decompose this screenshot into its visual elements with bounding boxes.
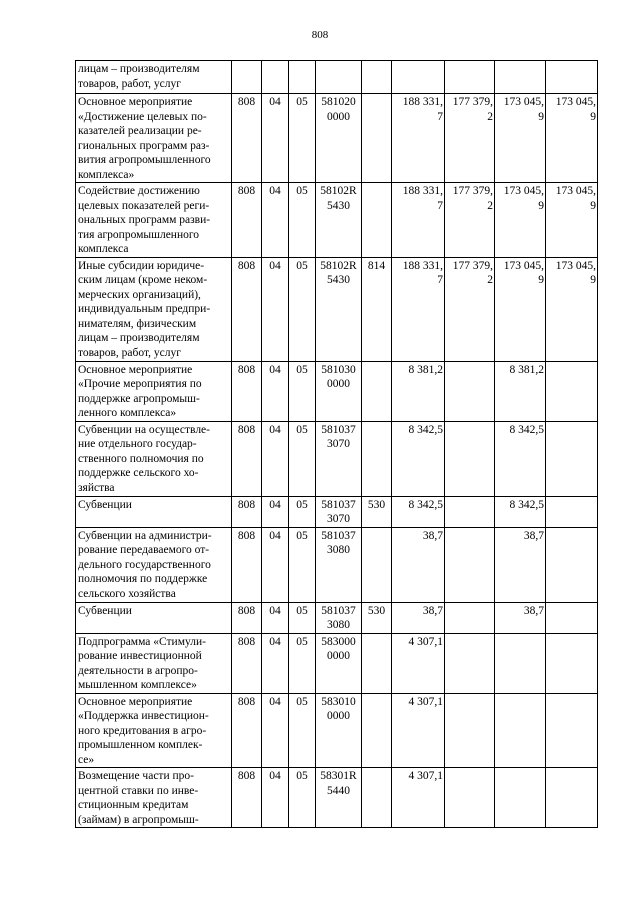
cell-ministry-text: 808	[237, 423, 256, 436]
table-row	[76, 257, 598, 361]
cell-amount-1	[392, 361, 445, 421]
cell-amount-2-text: 177 379, 2	[452, 185, 493, 212]
cell-name-text: Содействие достижению целевых показателей реги- ональных программ разви- тия агропромышленного комплекса	[78, 185, 211, 255]
cell-subsection	[289, 257, 316, 361]
cell-subsection-text: 05	[296, 604, 308, 617]
cell-name-text: Основное мероприятие «Прочие мероприятия по поддержке агропромыш- ленного комплекса»	[78, 363, 202, 419]
cell-target-article-text: 583000 0000	[321, 635, 356, 662]
cell-target-article-text: 581037 3070	[321, 423, 356, 450]
cell-amount-1-text: 38,7	[422, 529, 443, 542]
cell-amount-1	[392, 527, 445, 602]
cell-amount-1	[392, 183, 445, 258]
cell-subsection-text: 05	[296, 770, 308, 782]
cell-subsection	[289, 361, 316, 421]
cell-expense-type	[362, 496, 392, 527]
cell-name-text: Основное мероприятие «Поддержка инвестицион- ного кредитования в агро- промышленном комплек- се»	[78, 695, 209, 766]
page-number: 808	[311, 29, 329, 41]
cell-amount-1-text: 38,7	[422, 604, 443, 617]
cell-subsection	[289, 61, 316, 94]
cell-target-article-text: 581037 3080	[321, 604, 356, 631]
cell-name	[76, 768, 232, 828]
cell-expense-type	[362, 527, 392, 602]
cell-amount-3	[495, 527, 546, 602]
cell-section-text: 04	[269, 96, 281, 108]
cell-expense-type	[362, 94, 392, 183]
table-row	[76, 183, 598, 258]
table-row	[76, 61, 598, 94]
cell-section	[262, 94, 289, 183]
cell-ministry-text: 808	[237, 604, 256, 617]
cell-amount-4	[546, 633, 598, 693]
cell-amount-3-text: 173 045, 9	[503, 96, 544, 123]
cell-amount-2	[445, 693, 495, 768]
cell-section	[262, 633, 289, 693]
cell-amount-4	[546, 602, 598, 633]
cell-subsection-text: 05	[296, 695, 308, 708]
cell-target-article	[316, 602, 362, 633]
cell-name	[76, 602, 232, 633]
cell-amount-2-text: 177 379, 2	[452, 96, 493, 123]
cell-name	[76, 421, 232, 496]
cell-amount-2	[445, 602, 495, 633]
cell-name-text: Иные субсидии юридиче- ским лицам (кроме неком- мерческих организаций), индивидуальным предпри- нимателям, физическим лицам – производителям товаров, работ, услуг	[78, 259, 211, 359]
cell-section	[262, 257, 289, 361]
cell-amount-4	[546, 768, 598, 828]
cell-ministry-text: 808	[237, 635, 256, 648]
cell-ministry-text: 808	[237, 770, 256, 782]
cell-section	[262, 496, 289, 527]
cell-expense-type	[362, 183, 392, 258]
cell-target-article-text: 581037 3070	[321, 498, 356, 525]
cell-expense-type	[362, 257, 392, 361]
cell-section-text: 04	[269, 185, 281, 197]
cell-name-text: Субвенции на администри- рование передаваемого от- дельного государственного полномочия по поддержке сельского хозяйства	[78, 529, 212, 600]
cell-amount-4	[546, 183, 598, 258]
cell-ministry	[232, 61, 262, 94]
cell-expense-type	[362, 361, 392, 421]
cell-expense-type	[362, 602, 392, 633]
cell-subsection	[289, 768, 316, 828]
cell-ministry-text: 808	[237, 529, 256, 542]
cell-name	[76, 527, 232, 602]
table-row	[76, 496, 598, 527]
cell-amount-3-text: 173 045, 9	[503, 185, 544, 212]
cell-subsection-text: 05	[296, 498, 308, 511]
cell-amount-1	[392, 768, 445, 828]
cell-amount-3	[495, 257, 546, 361]
cell-subsection	[289, 527, 316, 602]
cell-ministry	[232, 257, 262, 361]
cell-subsection-text: 05	[296, 259, 308, 272]
cell-amount-4	[546, 94, 598, 183]
table-row	[76, 602, 598, 633]
cell-subsection	[289, 633, 316, 693]
cell-amount-1-text: 8 381,2	[408, 363, 443, 376]
cell-subsection	[289, 94, 316, 183]
cell-section	[262, 361, 289, 421]
cell-ministry	[232, 527, 262, 602]
cell-expense-type	[362, 61, 392, 94]
cell-name-text: лицам – производителям товаров, работ, услуг	[78, 63, 200, 90]
table-row	[76, 768, 598, 828]
cell-target-article	[316, 257, 362, 361]
cell-name-text: Субвенции	[78, 604, 132, 617]
cell-amount-3-text: 173 045, 9	[503, 259, 544, 286]
cell-section	[262, 527, 289, 602]
cell-target-article	[316, 61, 362, 94]
cell-amount-1	[392, 257, 445, 361]
cell-amount-4	[546, 257, 598, 361]
cell-section-text: 04	[269, 529, 281, 542]
cell-section	[262, 602, 289, 633]
cell-amount-2	[445, 183, 495, 258]
cell-name	[76, 61, 232, 94]
cell-subsection	[289, 693, 316, 768]
cell-name-text: Основное мероприятие «Достижение целевых по- казателей реализации ре- гиональных программ раз- вития агропромышленного комплекса»	[78, 96, 211, 181]
cell-subsection-text: 05	[296, 363, 308, 376]
cell-subsection-text: 05	[296, 635, 308, 648]
cell-amount-3	[495, 693, 546, 768]
table-row	[76, 421, 598, 496]
cell-amount-2	[445, 361, 495, 421]
cell-amount-2	[445, 421, 495, 496]
cell-ministry-text: 808	[237, 363, 256, 376]
table-row	[76, 633, 598, 693]
cell-section	[262, 421, 289, 496]
cell-amount-3	[495, 496, 546, 527]
cell-amount-4	[546, 527, 598, 602]
cell-target-article	[316, 183, 362, 258]
cell-amount-2	[445, 633, 495, 693]
cell-ministry	[232, 693, 262, 768]
cell-target-article	[316, 94, 362, 183]
cell-target-article-text: 581030 0000	[321, 363, 356, 390]
cell-amount-4	[546, 361, 598, 421]
table-row	[76, 361, 598, 421]
cell-amount-4-text: 173 045, 9	[555, 259, 596, 286]
cell-amount-4	[546, 421, 598, 496]
cell-amount-4-text: 173 045, 9	[555, 96, 596, 123]
table-row	[76, 94, 598, 183]
cell-target-article-text: 581037 3080	[321, 529, 356, 556]
cell-name	[76, 496, 232, 527]
cell-subsection-text: 05	[296, 423, 308, 436]
cell-ministry	[232, 602, 262, 633]
cell-amount-2	[445, 768, 495, 828]
cell-name	[76, 94, 232, 183]
cell-ministry	[232, 768, 262, 828]
cell-amount-2	[445, 527, 495, 602]
cell-target-article	[316, 496, 362, 527]
table-row	[76, 693, 598, 768]
cell-amount-1-text: 4 307,1	[408, 770, 443, 782]
cell-target-article	[316, 633, 362, 693]
cell-subsection	[289, 602, 316, 633]
cell-amount-1-text: 188 331, 7	[402, 96, 443, 123]
cell-expense-type	[362, 693, 392, 768]
cell-name	[76, 361, 232, 421]
cell-expense-type-text: 530	[367, 604, 386, 617]
cell-target-article	[316, 421, 362, 496]
cell-ministry-text: 808	[237, 185, 256, 197]
cell-amount-2	[445, 496, 495, 527]
budget-table	[75, 60, 598, 828]
cell-name-text: Субвенции на осуществле- ние отдельного государ- ственного полномочия по поддержке сельского хо- зяйства	[78, 423, 210, 494]
cell-expense-type	[362, 633, 392, 693]
cell-subsection	[289, 183, 316, 258]
cell-ministry-text: 808	[237, 96, 256, 108]
cell-ministry-text: 808	[237, 498, 256, 511]
cell-ministry	[232, 94, 262, 183]
cell-target-article	[316, 361, 362, 421]
cell-target-article	[316, 527, 362, 602]
cell-amount-3-text: 38,7	[523, 604, 544, 617]
cell-amount-3	[495, 183, 546, 258]
cell-amount-3-text: 38,7	[523, 529, 544, 542]
cell-amount-4	[546, 496, 598, 527]
cell-amount-1	[392, 496, 445, 527]
cell-amount-4	[546, 693, 598, 768]
cell-name	[76, 693, 232, 768]
cell-amount-2-text: 177 379, 2	[452, 259, 493, 286]
cell-subsection	[289, 421, 316, 496]
cell-subsection-text: 05	[296, 96, 308, 108]
cell-section	[262, 768, 289, 828]
cell-amount-3	[495, 768, 546, 828]
cell-amount-3-text: 8 342,5	[509, 423, 544, 436]
cell-amount-3	[495, 633, 546, 693]
cell-amount-3	[495, 94, 546, 183]
cell-section-text: 04	[269, 695, 281, 708]
cell-amount-3	[495, 361, 546, 421]
cell-name	[76, 257, 232, 361]
cell-amount-1	[392, 602, 445, 633]
cell-ministry	[232, 183, 262, 258]
cell-subsection-text: 05	[296, 529, 308, 542]
cell-amount-2	[445, 61, 495, 94]
cell-amount-3	[495, 61, 546, 94]
cell-amount-1-text: 8 342,5	[408, 423, 443, 436]
cell-amount-1-text: 4 307,1	[408, 635, 443, 648]
cell-amount-1	[392, 421, 445, 496]
cell-expense-type-text: 814	[367, 259, 386, 272]
cell-ministry	[232, 633, 262, 693]
cell-name-text: Субвенции	[78, 498, 132, 511]
cell-section-text: 04	[269, 423, 281, 436]
cell-amount-3-text: 8 342,5	[509, 498, 544, 511]
cell-amount-3-text: 8 381,2	[509, 363, 544, 376]
cell-ministry-text: 808	[237, 259, 256, 272]
cell-amount-1	[392, 61, 445, 94]
cell-subsection-text: 05	[296, 185, 308, 197]
cell-name	[76, 633, 232, 693]
cell-section-text: 04	[269, 604, 281, 617]
cell-expense-type-text: 530	[367, 498, 386, 511]
cell-amount-2	[445, 257, 495, 361]
cell-subsection	[289, 496, 316, 527]
cell-amount-4-text: 173 045, 9	[555, 185, 596, 212]
cell-amount-1-text: 188 331, 7	[402, 185, 443, 212]
cell-amount-3	[495, 602, 546, 633]
cell-target-article	[316, 693, 362, 768]
cell-amount-1-text: 8 342,5	[408, 498, 443, 511]
cell-section	[262, 183, 289, 258]
cell-amount-2	[445, 94, 495, 183]
cell-target-article-text: 583010 0000	[321, 695, 356, 722]
cell-ministry	[232, 361, 262, 421]
cell-amount-3	[495, 421, 546, 496]
cell-section-text: 04	[269, 770, 281, 782]
cell-amount-1-text: 4 307,1	[408, 695, 443, 708]
cell-name-text: Подпрограмма «Стимули- рование инвестиционной деятельности в агропро- мышленном комплексе»	[78, 635, 206, 691]
cell-section-text: 04	[269, 259, 281, 272]
cell-amount-1	[392, 633, 445, 693]
cell-expense-type	[362, 768, 392, 828]
cell-target-article-text: 58102R 5430	[320, 185, 357, 212]
table-row	[76, 527, 598, 602]
cell-expense-type	[362, 421, 392, 496]
cell-ministry	[232, 421, 262, 496]
cell-name-text: Возмещение части про- центной ставки по инве- стиционным кредитам (займам) в агропромыш-	[78, 770, 199, 826]
cell-amount-1-text: 188 331, 7	[402, 259, 443, 286]
cell-name	[76, 183, 232, 258]
cell-amount-1	[392, 94, 445, 183]
cell-section-text: 04	[269, 363, 281, 376]
cell-section	[262, 61, 289, 94]
cell-amount-4	[546, 61, 598, 94]
cell-target-article-text: 58301R 5440	[320, 770, 357, 797]
cell-target-article-text: 581020 0000	[321, 96, 356, 123]
cell-ministry	[232, 496, 262, 527]
cell-amount-1	[392, 693, 445, 768]
cell-ministry-text: 808	[237, 695, 256, 708]
cell-target-article-text: 58102R 5430	[320, 259, 357, 286]
cell-section-text: 04	[269, 635, 281, 648]
cell-target-article	[316, 768, 362, 828]
cell-section	[262, 693, 289, 768]
cell-section-text: 04	[269, 498, 281, 511]
